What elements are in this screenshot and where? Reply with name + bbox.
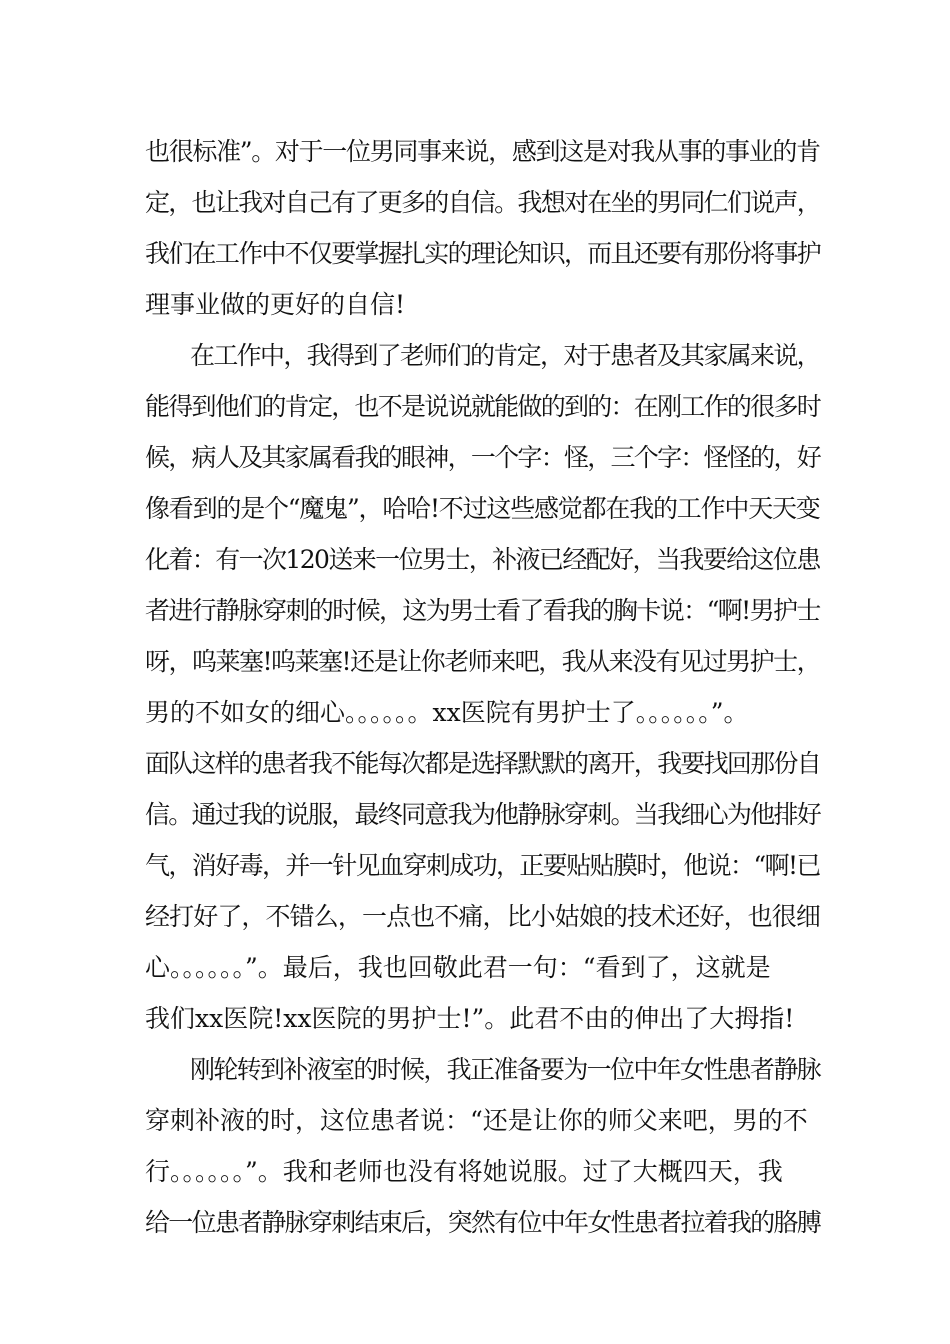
text-line: 经打好了，不错么，一点也不痛，比小姑娘的技术还好，也很细 bbox=[145, 902, 821, 931]
text-line: 我们在工作中不仅要掌握扎实的理论知识，而且还要有那份将事护 bbox=[145, 239, 821, 268]
paragraph-start-line: 在工作中，我得到了老师们的肯定，对于患者及其家属来说， bbox=[190, 341, 821, 370]
text-line: 候，病人及其家属看我的眼神，一个字：怪，三个字：怪怪的，好 bbox=[145, 443, 821, 472]
text-line: 面队这样的患者我不能每次都是选择默默的离开，我要找回那份自 bbox=[145, 749, 821, 778]
text-line: 行。。。。。。”。我和老师也没有将她说服。过了大概四天，我 bbox=[145, 1157, 783, 1186]
text-line: 我们xx医院!xx医院的男护士!”。此君不由的伸出了大拇指! bbox=[145, 1004, 795, 1033]
text-line: 穿刺补液的时，这位患者说：“还是让你的师父来吧，男的不 bbox=[145, 1106, 808, 1135]
paragraph-start-line: 刚轮转到补液室的时候，我正准备要为一位中年女性患者静脉 bbox=[190, 1055, 821, 1084]
text-line: 定，也让我对自己有了更多的自信。我想对在坐的男同仁们说声， bbox=[145, 188, 821, 217]
text-line: 给一位患者静脉穿刺结束后，突然有位中年女性患者拉着我的胳膊 bbox=[145, 1208, 821, 1237]
text-line: 能得到他们的肯定，也不是说说就能做的到的：在刚工作的很多时 bbox=[145, 392, 821, 421]
text-line: 化着：有一次120送来一位男士，补液已经配好，当我要给这位患 bbox=[145, 545, 820, 574]
text-line: 理事业做的更好的自信! bbox=[145, 290, 406, 319]
text-line: 像看到的是个“魔鬼”，哈哈!不过这些感觉都在我的工作中天天变 bbox=[145, 494, 820, 523]
text-line: 也很标准”。对于一位男同事来说，感到这是对我从事的事业的肯 bbox=[145, 137, 820, 166]
text-line: 气，消好毒，并一针见血穿刺成功，正要贴贴膜时，他说：“啊!已 bbox=[145, 851, 820, 880]
text-line: 信。通过我的说服，最终同意我为他静脉穿刺。当我细心为他排好 bbox=[145, 800, 821, 829]
text-line: 者进行静脉穿刺的时候，这为男士看了看我的胸卡说：“啊!男护士 bbox=[145, 596, 820, 625]
text-line: 心。。。。。。”。最后，我也回敬此君一句：“看到了，这就是 bbox=[145, 953, 771, 982]
text-line: 呀，呜莱塞!呜莱塞!还是让你老师来吧，我从来没有见过男护士， bbox=[145, 647, 821, 676]
text-line: 男的不如女的细心。。。。。。xx医院有男护士了。。。。。。”。 bbox=[145, 698, 749, 727]
